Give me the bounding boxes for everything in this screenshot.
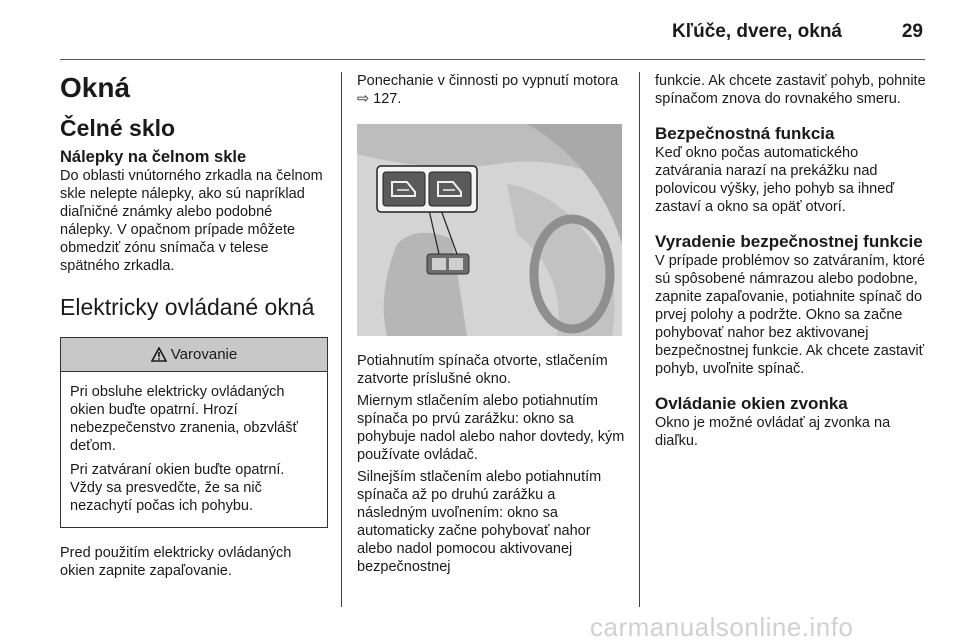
subsection-title-windscreen: Čelné sklo xyxy=(60,115,176,141)
heading-remote-operation: Ovládanie okien zvonka xyxy=(655,394,848,413)
warning-paragraph-1: Pri obsluhe elektricky ovládaných okien buďte opatrní. Hrozí nebezpečenstvo zranenia, obzvlášť deťom. xyxy=(70,384,298,454)
warning-header xyxy=(61,338,327,372)
paragraph-stickers: Do oblasti vnútorného zrkadla na čelnom skle nelepte nálepky, ako sú napríklad diaľničné známky alebo podobné nálepky. V opačnom prípade môžete obmedziť zónu snímača v telese spätného zrkadla. xyxy=(60,168,323,274)
paragraph-retained-power: Ponechanie v činnosti po vypnutí motora ⇨ 127. xyxy=(357,73,619,107)
window-switch-photo xyxy=(357,124,622,336)
column-divider-1 xyxy=(341,72,342,607)
heading-override-safety: Vyradenie bezpečnostnej funkcie xyxy=(655,232,923,251)
section-title-windows: Okná xyxy=(60,72,131,103)
column-2 xyxy=(357,72,625,576)
warning-box xyxy=(60,337,328,528)
door-panel-illustration xyxy=(357,124,622,336)
heading-windscreen-stickers: Nálepky na čelnom skle xyxy=(60,148,247,166)
paragraph-second-stop: Silnejším stlačením alebo potiahnutím spínača až po druhú zarážku a následným uvoľnením: okno sa automaticky začne pohybovať nahor alebo nadol pomocou aktivovanej bezpečnostnej xyxy=(357,469,602,575)
column-divider-2 xyxy=(639,72,640,607)
page-header xyxy=(0,0,960,62)
paragraph-open-close: Potiahnutím spínača otvorte, stlačením zatvorte príslušné okno. xyxy=(357,353,608,387)
warning-triangle-icon xyxy=(151,347,167,362)
warning-label: Varovanie xyxy=(170,346,238,363)
running-header-title: Kľúče, dvere, okná xyxy=(672,21,842,42)
column-1 xyxy=(60,72,328,580)
warning-paragraph-2: Pri zatváraní okien buďte opatrní. Vždy sa presvedčte, že sa nič nezachytí počas ich pohybu. xyxy=(70,462,285,514)
watermark: carmanualsonline.info xyxy=(590,612,854,642)
paragraph-stop-movement: funkcie. Ak chcete zastaviť pohyb, pohnite spínačom znova do rovnakého smeru. xyxy=(655,73,926,107)
subsection-title-power-windows: Elektricky ovládané okná xyxy=(60,294,315,320)
warning-body xyxy=(61,372,327,527)
column-3 xyxy=(655,72,927,450)
paragraph-safety-function: Keď okno počas automatického zatvárania narazí na prekážku nad polovicou výšky, jeho pohyb sa ihneď zastaví a okno sa opäť otvorí. xyxy=(655,145,895,215)
header-rule xyxy=(60,59,925,60)
page-number: 29 xyxy=(901,21,923,42)
heading-safety-function: Bezpečnostná funkcia xyxy=(655,124,835,143)
paragraph-override-safety: V prípade problémov so zatváraním, ktoré sú spôsobené námrazou alebo podobne, zapnite zapaľovanie, potiahnite spínač do prvej polohy a podržte. Okno sa začne pohybovať nahor bez aktivovanej bezpečnostnej funkcie. Ak chcete zastaviť pohyb, uvoľnite spínač. xyxy=(655,253,925,377)
paragraph-ignition: Pred použitím elektricky ovládaných okien zapnite zapaľovanie. xyxy=(60,545,292,579)
paragraph-first-stop: Miernym stlačením alebo potiahnutím spínača po prvú zarážku: okno sa pohybuje nadol alebo nahor dovtedy, kým používate ovládač. xyxy=(357,393,625,463)
paragraph-remote-operation: Okno je možné ovládať aj zvonka na diaľku. xyxy=(655,415,891,449)
